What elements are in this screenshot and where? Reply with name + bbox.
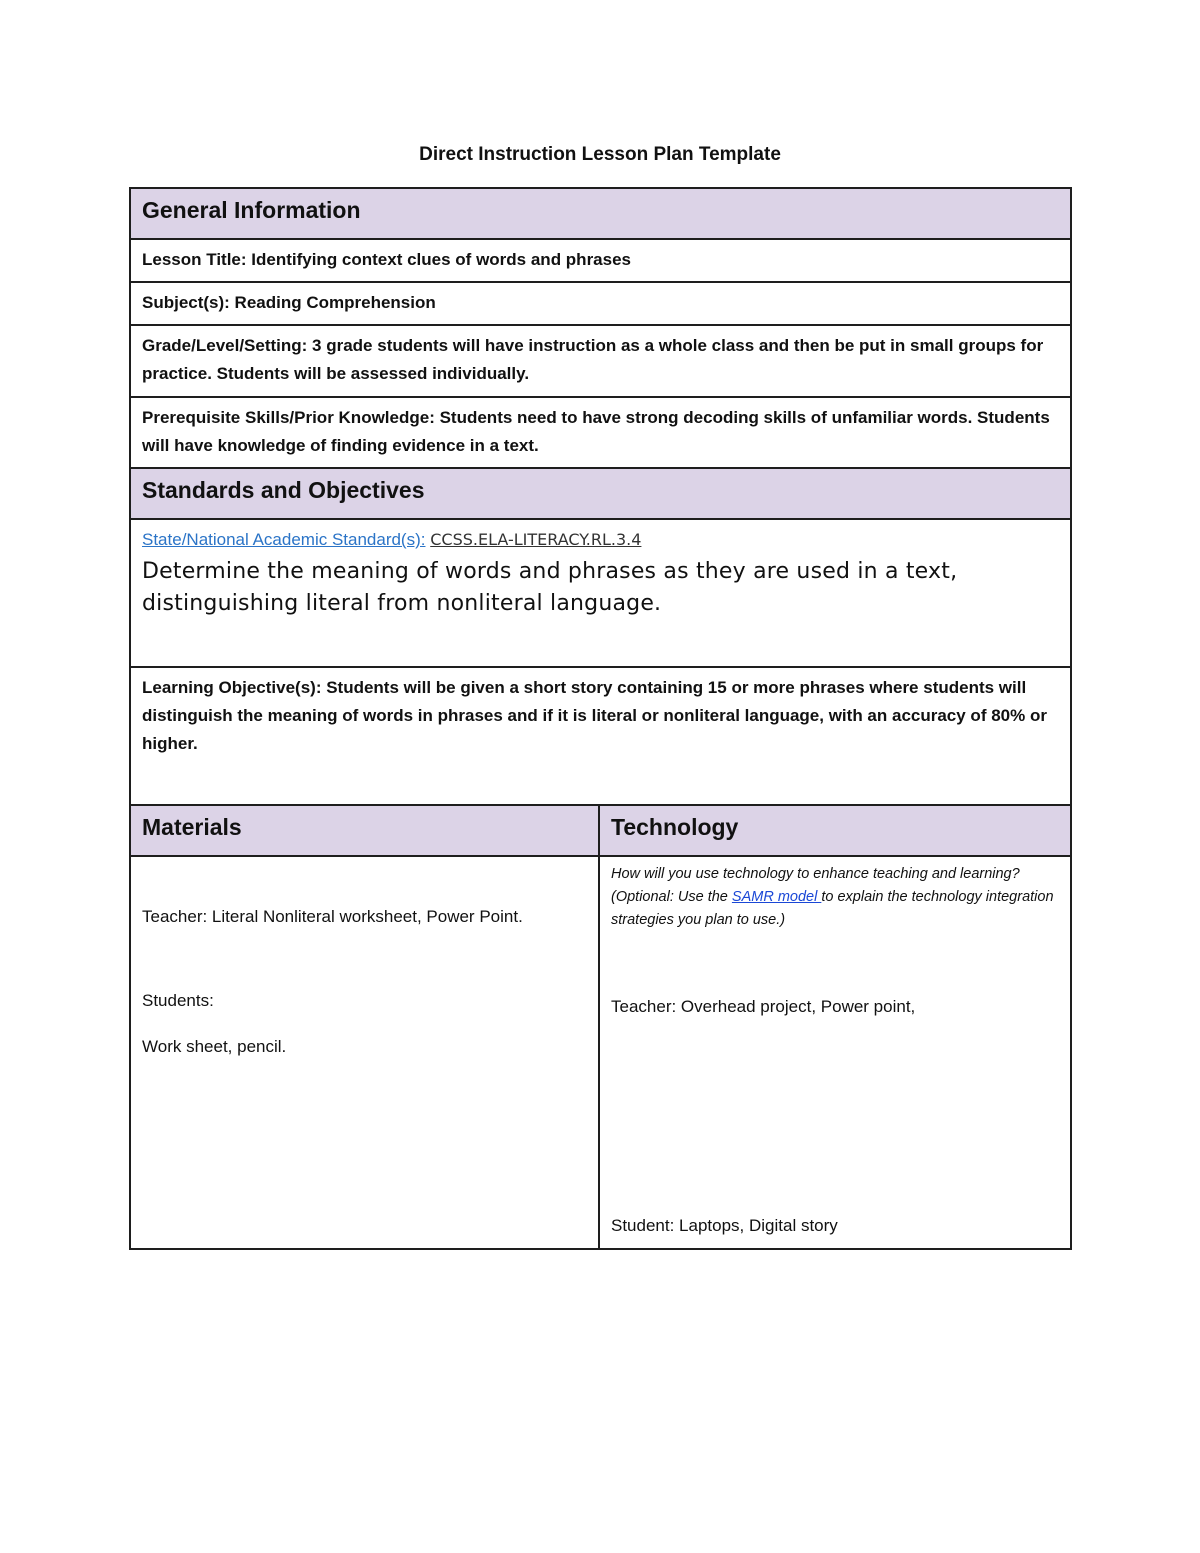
standards-objectives-header: Standards and Objectives <box>130 468 1071 519</box>
technology-question-end: to explain the technology integration strategies you plan to use.) <box>611 889 1054 928</box>
document-title: Direct Instruction Lesson Plan Template <box>419 144 781 165</box>
standard-label-link[interactable]: State/National Academic Standard(s): <box>142 530 426 549</box>
technology-header: Technology <box>599 805 1071 856</box>
standard-code-link[interactable]: CCSS.ELA-LITERACY.RL.3.4 <box>430 530 642 549</box>
grade-setting-row: Grade/Level/Setting: 3 grade students will have instruction as a whole class and then be put in small groups for practice. Students will be assessed individually. <box>130 325 1071 397</box>
materials-students-label: Students: <box>142 991 214 1010</box>
standard-text: Determine the meaning of words and phrases as they are used in a text, distinguishing literal from nonliteral language. <box>142 559 958 616</box>
samr-model-link[interactable]: SAMR model <box>731 889 822 905</box>
prerequisite-skills-row: Prerequisite Skills/Prior Knowledge: Students need to have strong decoding skills of unfamiliar words. Students will have knowledge of finding evidence in a text. <box>130 397 1071 468</box>
lesson-title-row: Lesson Title: Identifying context clues of words and phrases <box>130 239 1071 282</box>
technology-cell <box>599 856 1071 1249</box>
technology-teacher: Teacher: Overhead project, Power point, <box>611 997 916 1016</box>
subjects-row: Subject(s): Reading Comprehension <box>130 282 1071 325</box>
materials-students-items: Work sheet, pencil. <box>142 1037 287 1056</box>
materials-cell <box>130 856 599 1249</box>
technology-question-start: How will you use technology to enhance teaching and learning? (Optional: Use the <box>611 866 1020 905</box>
materials-teacher: Teacher: Literal Nonliteral worksheet, Power Point. <box>142 907 523 926</box>
materials-header: Materials <box>130 805 599 856</box>
technology-question <box>611 863 1060 932</box>
general-information-header: General Information <box>130 188 1071 239</box>
lesson-plan-table <box>129 187 1072 1250</box>
standard-cell <box>130 519 1071 667</box>
technology-student: Student: Laptops, Digital story <box>611 1216 838 1235</box>
learning-objective-row: Learning Objective(s): Students will be given a short story containing 15 or more phrases where students will distinguish the meaning of words in phrases and if it is literal or nonliteral language, with an accuracy of 80% or higher. <box>130 667 1071 805</box>
